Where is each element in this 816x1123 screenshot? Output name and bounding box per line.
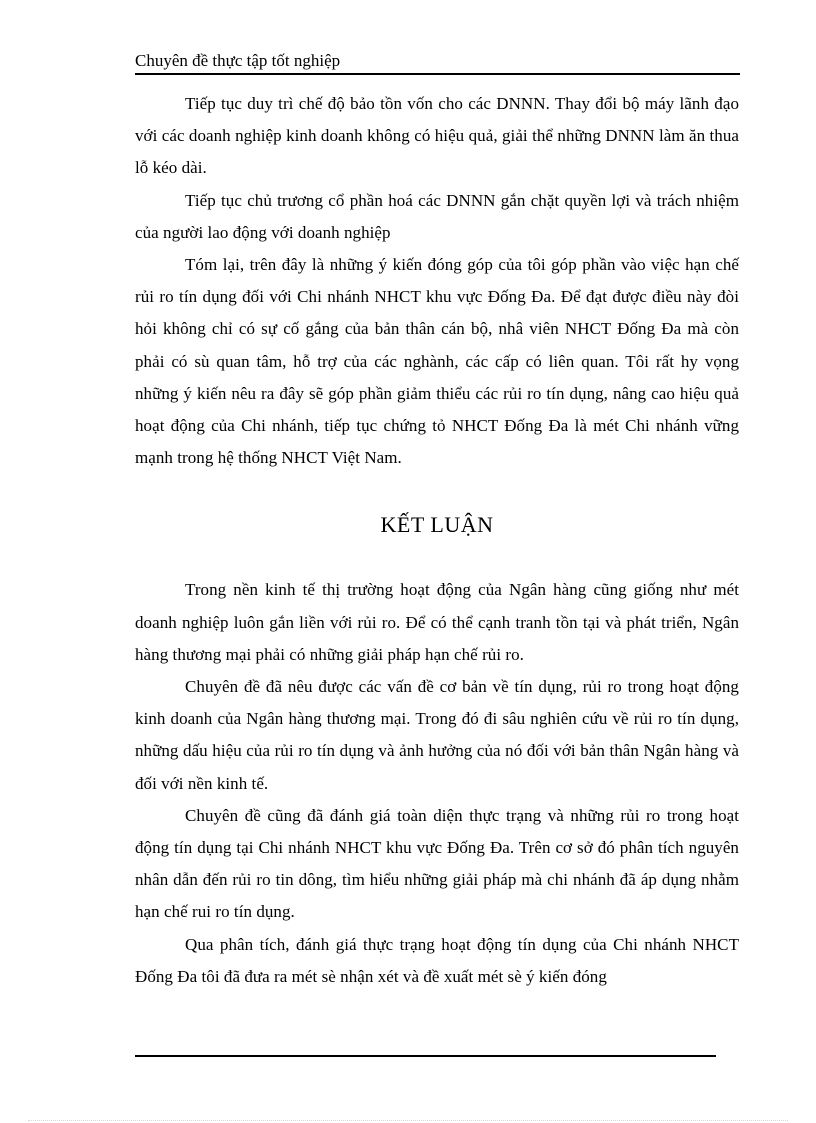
body-paragraph: Chuyên đề cũng đã đánh giá toàn diện thực trạng và những rủi ro trong hoạt động tín dụng tại Chi nhánh NHCT khu vực Đống Đa. Trên cơ sở đó phân tích nguyên nhân dẫn đến rủi ro tin dông, tìm hiểu những giải pháp mà chi nhánh đã áp dụng nhằm hạn chế rui ro tín dụng.	[135, 805, 739, 922]
body-paragraph: Tiếp tục chủ trương cổ phần hoá các DNNN gắn chặt quyền lợi và trách nhiệm của người lao động với doanh nghiệp	[135, 190, 739, 242]
document-body	[135, 88, 739, 993]
body-paragraph: Qua phân tích, đánh giá thực trạng hoạt động tín dụng của Chi nhánh NHCT Đống Đa tôi đã đưa ra mét sè nhận xét và đề xuất mét sè ý kiến đóng	[135, 934, 739, 986]
header-title: Chuyên đề thực tập tốt nghiệp	[135, 51, 341, 70]
page-header	[135, 50, 740, 75]
body-paragraph: Tóm lại, trên đây là những ý kiến đóng góp của tôi góp phần vào việc hạn chế rủi ro tín dụng đối với Chi nhánh NHCT khu vực Đống Đa. Để đạt được điều này đòi hỏi không chỉ có sự cố gắng của bản thân cán bộ, nhâ viên NHCT Đống Đa mà còn phải có sù quan tâm, hỗ trợ của các nghành, các cấp có liên quan. Tôi rất hy vọng những ý kiến nêu ra đây sẽ góp phần giảm thiểu các rủi ro tín dụng, nâng cao hiệu quả hoạt động của Chi nhánh, tiếp tục chứng tỏ NHCT Đống Đa là mét Chi nhánh vững mạnh trong hệ thống NHCT Việt Nam.	[135, 255, 739, 468]
body-paragraph: Tiếp tục duy trì chế độ bảo tồn vốn cho các DNNN. Thay đổi bộ máy lãnh đạo với các doanh nghiệp kinh doanh không có hiệu quả, giải thể những DNNN làm ăn thua lỗ kéo dài.	[135, 94, 739, 178]
page-edge-divider	[28, 1120, 788, 1121]
body-paragraph: Trong nền kinh tế thị trường hoạt động của Ngân hàng cũng giống như mét doanh nghiệp luôn gắn liền với rủi ro. Để có thể cạnh tranh tồn tại và phát triển, Ngân hàng thương mại phải có những giải pháp hạn chế rủi ro.	[135, 580, 739, 664]
body-paragraph: Chuyên đề đã nêu được các vấn đề cơ bản về tín dụng, rủi ro trong hoạt động kinh doanh của Ngân hàng thương mại. Trong đó đi sâu nghiên cứu về rủi ro tín dụng, những dấu hiệu của rủi ro tín dụng và ảnh hưởng của nó đối với bản thân Ngân hàng và đối với nền kinh tế.	[135, 677, 739, 793]
footer-rule	[135, 1055, 716, 1057]
section-heading: KẾT LUẬN	[380, 512, 494, 538]
